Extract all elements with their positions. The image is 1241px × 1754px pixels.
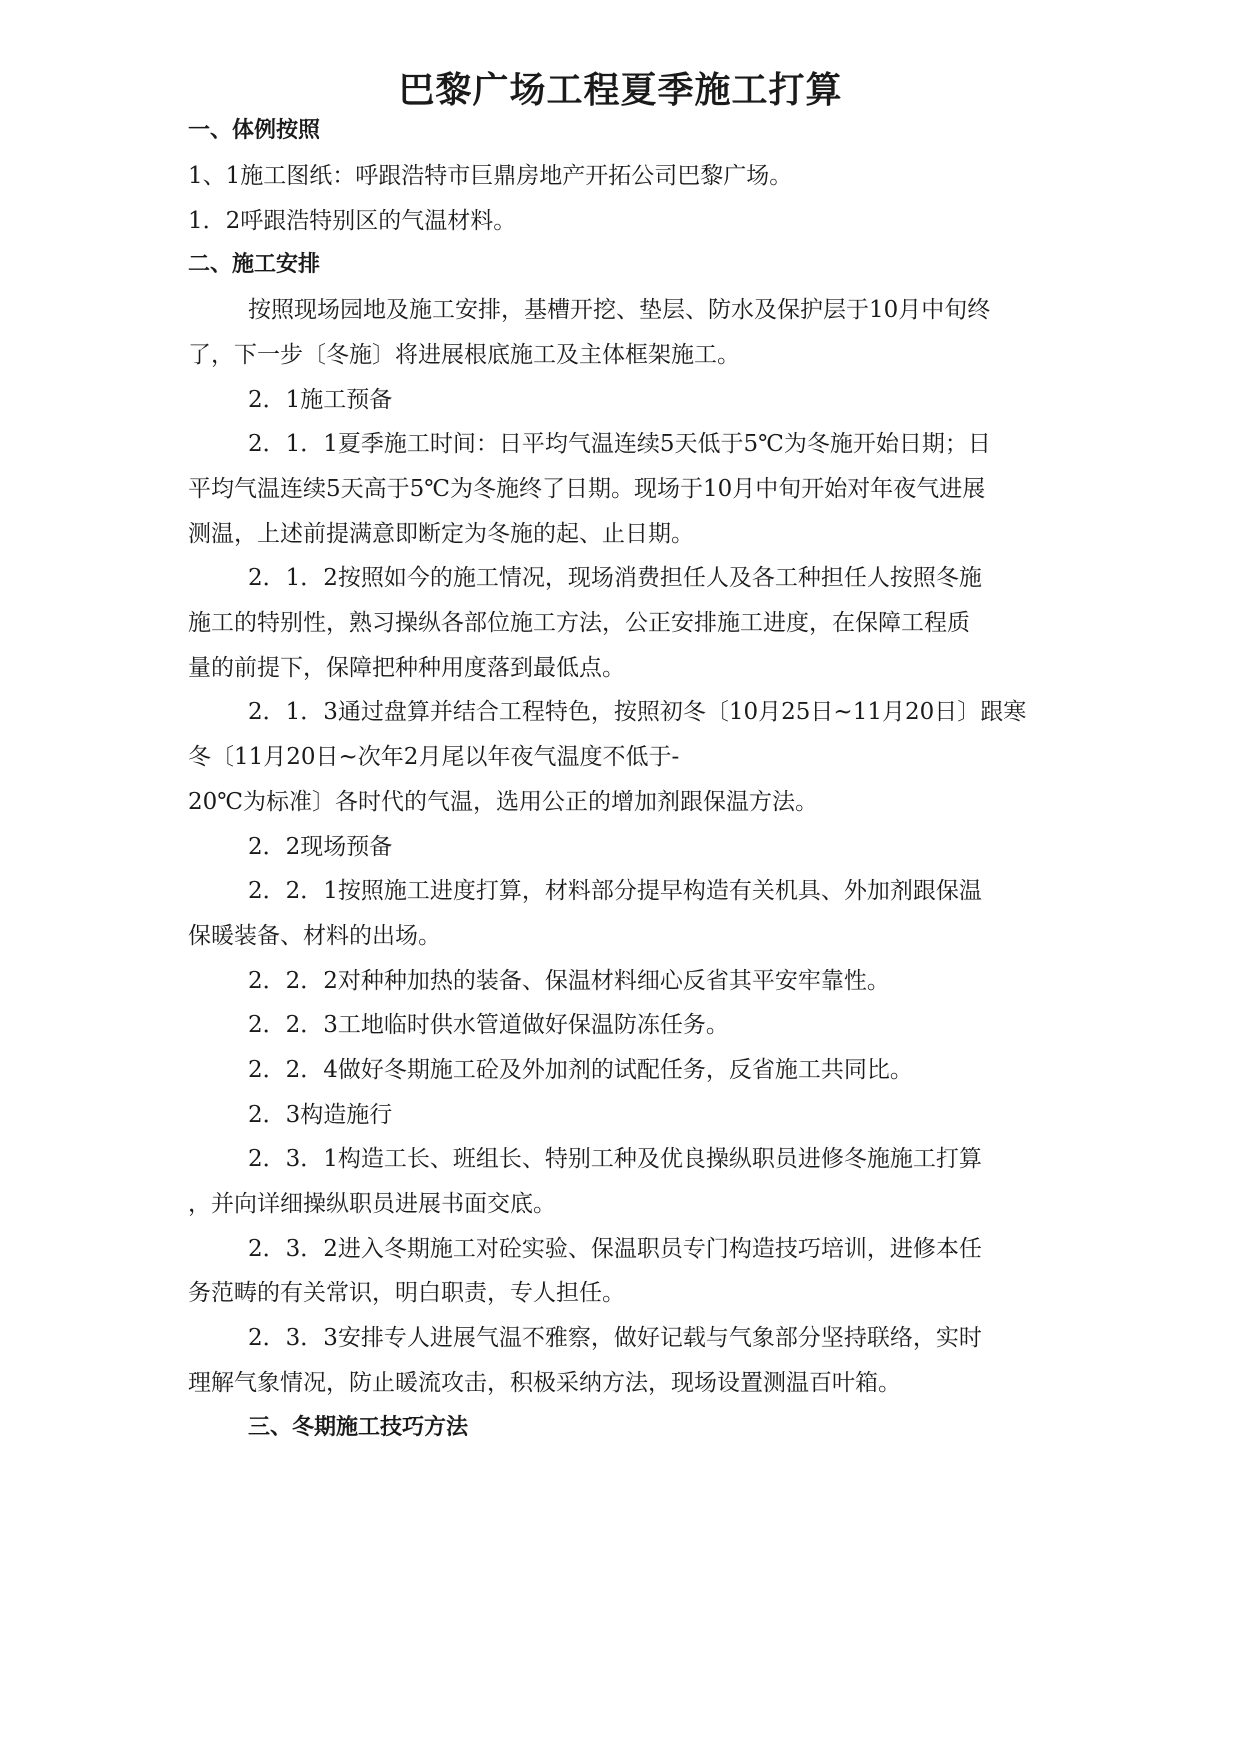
- paragraph-line: 务范畴的有关常识，明白职责，专人担任。: [188, 1280, 625, 1306]
- paragraph-line: 2．1．2按照如今的施工情况，现场消费担任人及各工种担任人按照冬施: [248, 565, 982, 591]
- paragraph-line: 冬〔11月20日~次年2月尾以年夜气温度不低于-: [188, 744, 680, 770]
- subsection-heading: 2．3构造施行: [248, 1102, 393, 1128]
- paragraph-line: 1．2呼跟浩特别区的气温材料。: [188, 208, 517, 234]
- paragraph-line: 量的前提下，保障把种种用度落到最低点。: [188, 655, 625, 681]
- paragraph-line: 2．2．4做好冬期施工砼及外加剂的试配任务，反省施工共同比。: [248, 1057, 913, 1083]
- paragraph-line: 1、1施工图纸：呼跟浩特市巨鼎房地产开拓公司巴黎广场。: [188, 163, 793, 189]
- paragraph-line: 2．3．2进入冬期施工对砼实验、保温职员专门构造技巧培训，进修本任: [248, 1236, 982, 1262]
- section-heading-1: 一、体例按照: [188, 118, 321, 143]
- paragraph-line: 了，下一步〔冬施〕将进展根底施工及主体框架施工。: [188, 342, 740, 368]
- subsection-heading: 2．2现场预备: [248, 834, 393, 860]
- paragraph-line: 施工的特别性，熟习操纵各部位施工方法，公正安排施工进度，在保障工程质: [188, 610, 970, 636]
- paragraph-line: 保暖装备、材料的出场。: [188, 923, 441, 949]
- section-heading-3: 三、冬期施工技巧方法: [248, 1415, 469, 1440]
- paragraph-line: 20℃为标准〕各时代的气温，选用公正的增加剂跟保温方法。: [188, 789, 818, 815]
- paragraph-line: 理解气象情况，防止暖流攻击，积极采纳方法，现场设置测温百叶箱。: [188, 1370, 901, 1396]
- subsection-heading: 2．1施工预备: [248, 387, 393, 413]
- paragraph-line: 测温，上述前提满意即断定为冬施的起、止日期。: [188, 521, 694, 547]
- paragraph-line: 2．1．1夏季施工时间：日平均气温连续5天低于5℃为冬施开始日期；日: [248, 431, 991, 457]
- paragraph-line: 2．3．1构造工长、班组长、特别工种及优良操纵职员进修冬施施工打算: [248, 1146, 982, 1172]
- paragraph-line: 2．2．1按照施工进度打算，材料部分提早构造有关机具、外加剂跟保温: [248, 878, 982, 904]
- paragraph-line: 按照现场园地及施工安排，基槽开挖、垫层、防水及保护层于10月中旬终: [248, 297, 991, 323]
- paragraph-line: 平均气温连续5天高于5℃为冬施终了日期。现场于10月中旬开始对年夜气进展: [188, 476, 986, 502]
- paragraph-line: 2．1．3通过盘算并结合工程特色，按照初冬〔10月25日~11月20日〕跟寒: [248, 699, 1027, 725]
- document-title: 巴黎广场工程夏季施工打算: [398, 70, 843, 111]
- paragraph-line: 2．2．3工地临时供水管道做好保温防冻任务。: [248, 1012, 729, 1038]
- section-heading-2: 二、施工安排: [188, 252, 321, 277]
- paragraph-line: 2．2．2对种种加热的装备、保温材料细心反省其平安牢靠性。: [248, 968, 890, 994]
- paragraph-line: ，并向详细操纵职员进展书面交底。: [188, 1191, 556, 1217]
- paragraph-line: 2．3．3安排专人进展气温不雅察，做好记载与气象部分坚持联络，实时: [248, 1325, 982, 1351]
